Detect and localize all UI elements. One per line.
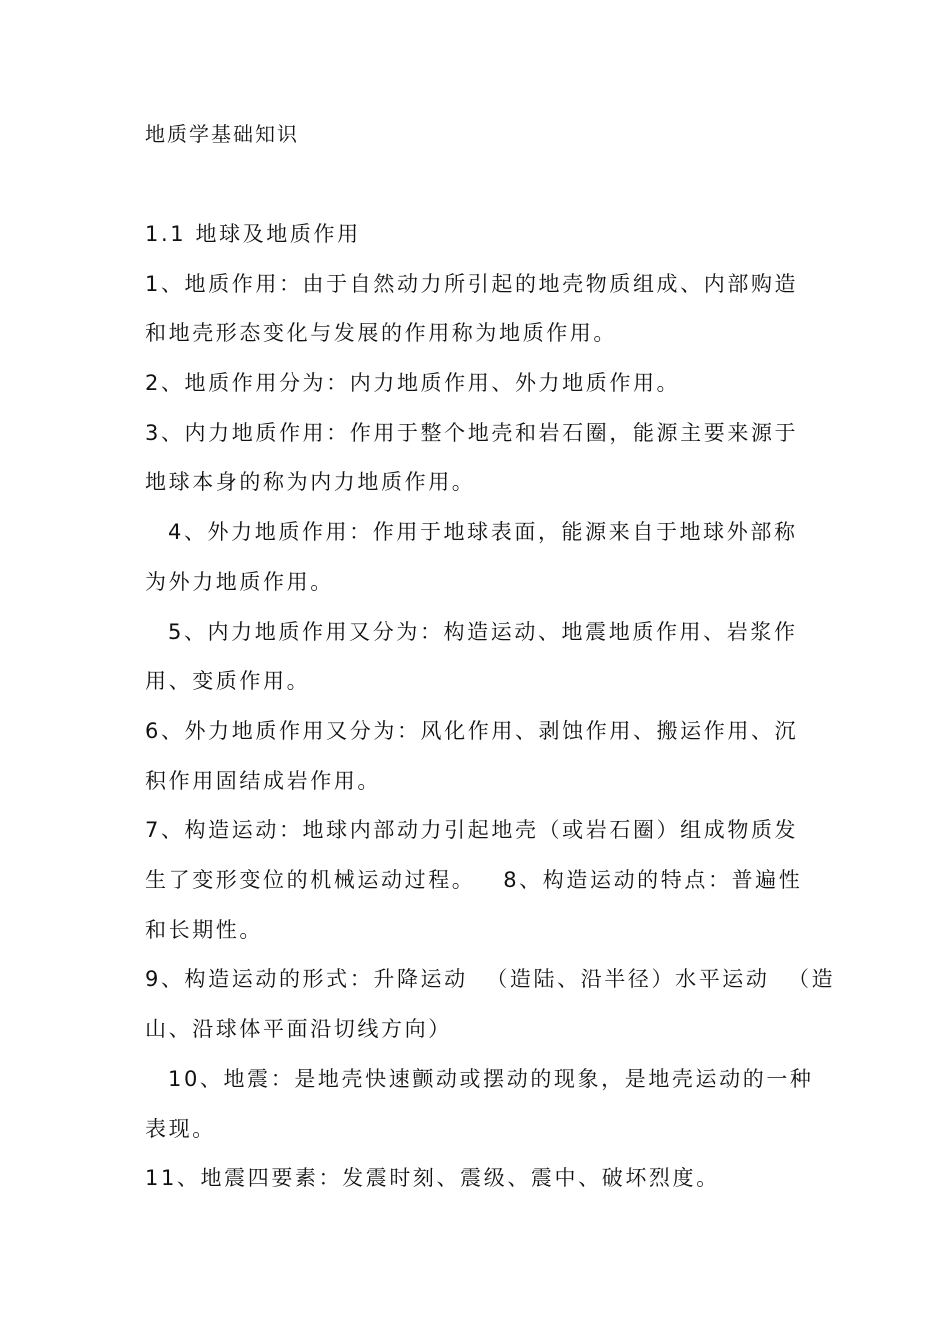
- text-line: 6、外力地质作用又分为：风化作用、剥蚀作用、搬运作用、沉: [145, 719, 799, 743]
- section-heading: 1.1 地球及地质作用: [145, 222, 361, 246]
- text-line: 10、地震：是地壳快速颤动或摆动的现象，是地壳运动的一种: [168, 1067, 814, 1091]
- text-line: 表现。: [145, 1117, 216, 1141]
- text-line: 用、变质作用。: [145, 669, 311, 693]
- text-line: 3、内力地质作用：作用于整个地壳和岩石圈，能源主要来源于: [145, 421, 799, 445]
- text-line: 和长期性。: [145, 918, 263, 942]
- text-line: 和地壳形态变化与发展的作用称为地质作用。: [145, 321, 617, 345]
- document-title: 地质学基础知识: [145, 122, 299, 146]
- text-line: 9、构造运动的形式：升降运动 （造陆、沿半径）水平运动 （造: [145, 967, 836, 991]
- text-line: 5、内力地质作用又分为：构造运动、地震地质作用、岩浆作: [168, 620, 798, 644]
- text-line: 为外力地质作用。: [145, 570, 334, 594]
- text-line: 地球本身的称为内力地质作用。: [145, 470, 476, 494]
- text-line: 4、外力地质作用：作用于地球表面，能源来自于地球外部称: [168, 520, 798, 544]
- text-line: 2、地质作用分为：内力地质作用、外力地质作用。: [145, 371, 681, 395]
- text-line: 11、地震四要素：发震时刻、震级、震中、破坏烈度。: [145, 1166, 720, 1190]
- text-line: 7、构造运动：地球内部动力引起地壳（或岩石圈）组成物质发: [145, 818, 799, 842]
- text-line: 生了变形变位的机械运动过程。 8、构造运动的特点：普遍性: [145, 868, 803, 892]
- text-line: 1、地质作用：由于自然动力所引起的地壳物质组成、内部购造: [145, 272, 799, 296]
- text-line: 积作用固结成岩作用。: [145, 769, 381, 793]
- text-line: 山、沿球体平面沿切线方向）: [145, 1017, 452, 1041]
